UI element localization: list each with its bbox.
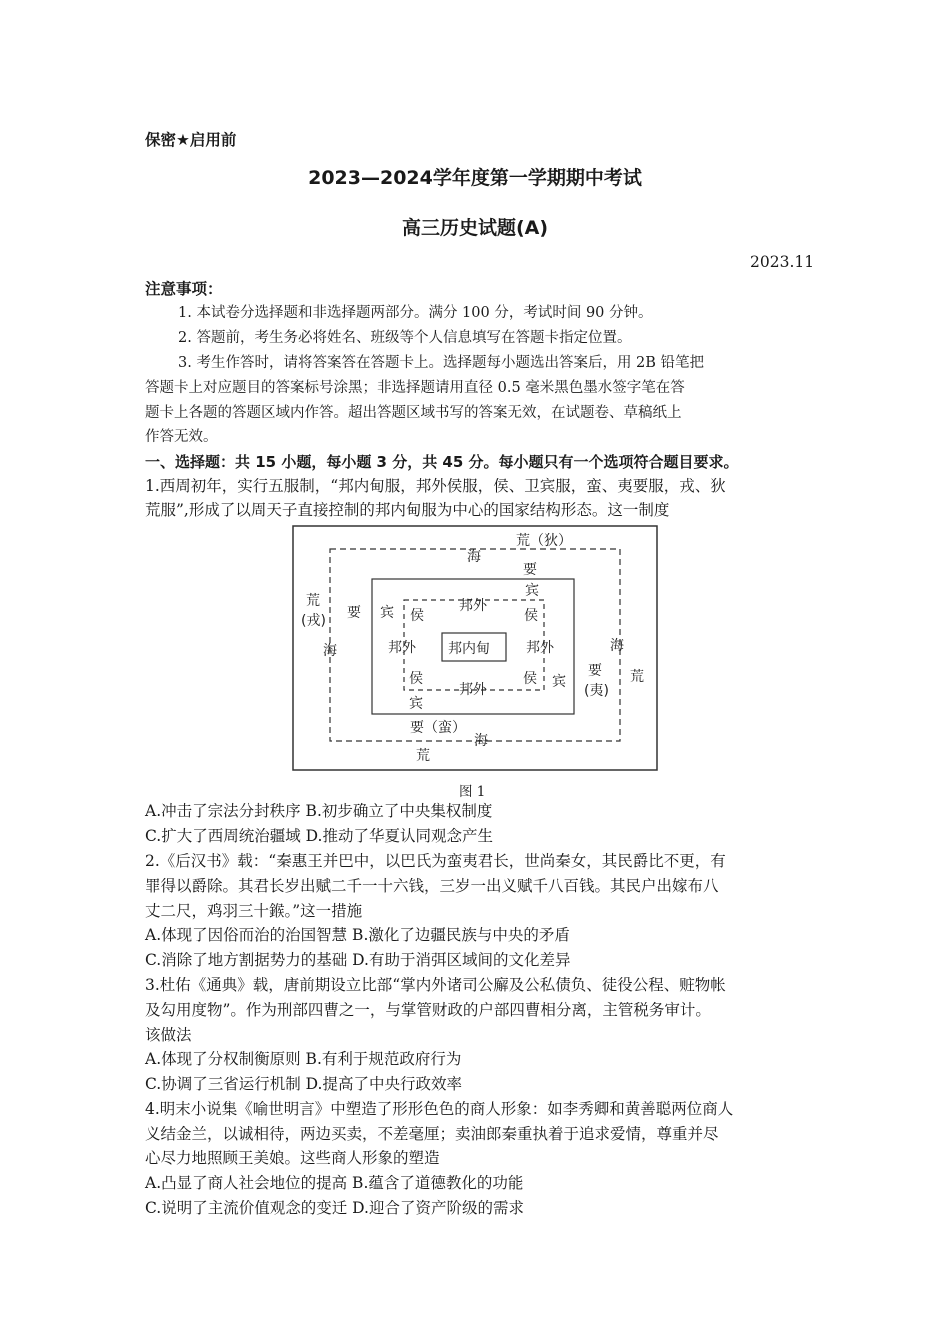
diagram-hai-bottom: 海 [474,733,488,749]
diagram-bin-right: 宾 [552,674,566,690]
q2-line-2: 罪得以爵除。其君长岁出赋二千一十六钱，三岁一出义赋千八百钱。其民户出嫁布八 [145,877,719,895]
q3-options-2: C.协调了三省运行机制 D.提高了中央行政效率 [145,1075,462,1093]
diagram-bin-bottom: 宾 [409,696,423,712]
diagram-yao-top: 要 [523,562,537,578]
wufu-diagram [292,525,658,773]
diagram-huang-di: 荒（狄） [516,533,572,549]
diagram-bangwai-bottom: 邦外 [459,682,487,698]
q3-line-2: 及勾用度物”。作为刑部四曹之一，与掌管财政的户部四曹相分离，主管税务审计。 [145,1001,711,1019]
diagram-yao-man: 要（蛮） [410,720,466,736]
notice-line-2: 2. 答题前，考生务必将姓名、班级等个人信息填写在答题卡指定位置。 [178,330,632,346]
q3-line-1: 3.杜佑《通典》载，唐前期设立比部“掌内外诸司公廨及公私债负、徒役公程、赃物帐 [145,976,726,994]
notice-heading: 注意事项： [145,280,223,298]
q3-options-1: A.体现了分权制衡原则 B.有利于规范政府行为 [145,1050,462,1068]
diagram-huang-left: 荒 [306,593,320,609]
q4-line-3: 心尽力地照顾王美娘。这些商人形象的塑造 [145,1149,440,1167]
q2-line-1: 2.《后汉书》载：“秦惠王并巴中，以巴氏为蛮夷君长，世尚秦女，其民爵比不更，有 [145,852,726,870]
notice-line-6: 作答无效。 [145,429,218,445]
notice-line-4: 答题卡上对应题目的答案标号涂黑；非选择题请用直径 0.5 毫米黑色墨水签字笔在答 [145,380,685,396]
q4-line-1: 4.明末小说集《喻世明言》中塑造了形形色色的商人形象：如李秀卿和黄善聪两位商人 [145,1100,734,1118]
diagram-bangwai-right: 邦外 [526,640,554,656]
q1-options-2: C.扩大了西周统治疆域 D.推动了华夏认同观念产生 [145,827,493,845]
exam-date: 2023.11 [750,253,815,271]
diagram-huang-bottom: 荒 [416,748,430,764]
section-heading: 一、选择题：共 15 小题，每小题 3 分，共 45 分。每小题只有一个选项符合题目要求。 [145,453,739,471]
diagram-hai-top: 海 [467,549,481,565]
diagram-bangwai-top: 邦外 [459,598,487,614]
diagram-center: 邦内甸 [448,641,490,657]
q4-options-2: C.说明了主流价值观念的变迁 D.迎合了资产阶级的需求 [145,1199,524,1217]
notice-line-5: 题卡上各题的答题区域内作答。超出答题区域书写的答案无效，在试题卷、草稿纸上 [145,405,682,421]
diagram-bin-tr: 宾 [525,583,539,599]
diagram-hou-br: 侯 [523,671,537,687]
q4-line-2: 义结金兰，以诚相待，两边买卖，不差毫厘；卖油郎秦重执着于追求爱情，尊重并尽 [145,1125,719,1143]
figure-caption: 图 1 [459,784,486,800]
q1-options-1: A.冲击了宗法分封秩序 B.初步确立了中央集权制度 [145,802,493,820]
diagram-hou-tl: 侯 [410,608,424,624]
notice-line-3: 3. 考生作答时，请将答案答在答题卡上。选择题每小题选出答案后，用 2B 铅笔把 [178,355,705,371]
diagram-hou-tr: 侯 [524,608,538,624]
confidential-label: 保密★启用前 [145,131,237,149]
q1-line-2: 荒服”,形成了以周天子直接控制的邦内甸服为中心的国家结构形态。这一制度 [145,501,670,519]
q2-line-3: 丈二尺，鸡羽三十鍭。”这一措施 [145,902,363,920]
q1-line-1: 1.西周初年，实行五服制，“邦内甸服，邦外侯服，侯、卫宾服，蛮、夷要服，戎、狄 [145,477,726,495]
diagram-yao-left: 要 [347,605,361,621]
diagram-hai-left: 海 [323,643,337,659]
exam-subtitle: 高三历史试题(A) [401,217,549,239]
q4-options-1: A.凸显了商人社会地位的提高 B.蕴含了道德教化的功能 [145,1174,524,1192]
diagram-hou-bl: 侯 [409,671,423,687]
diagram-bin-tl: 宾 [380,605,394,621]
exam-title: 2023—2024学年度第一学期期中考试 [308,167,642,189]
q3-line-3: 该做法 [145,1026,192,1044]
q2-options-1: A.体现了因俗而治的治国智慧 B.激化了边疆民族与中央的矛盾 [145,926,570,944]
diagram-rong: (戎) [301,613,326,629]
q2-options-2: C.消除了地方割据势力的基础 D.有助于消弭区域间的文化差异 [145,951,571,969]
diagram-hai-right: 海 [610,638,624,654]
diagram-yao-right: 要 [588,663,602,679]
diagram-huang-right: 荒 [630,669,644,685]
diagram-bangwai-left: 邦外 [388,640,416,656]
diagram-yi: (夷) [584,683,609,699]
notice-line-1: 1. 本试卷分选择题和非选择题两部分。满分 100 分，考试时间 90 分钟。 [178,305,653,321]
